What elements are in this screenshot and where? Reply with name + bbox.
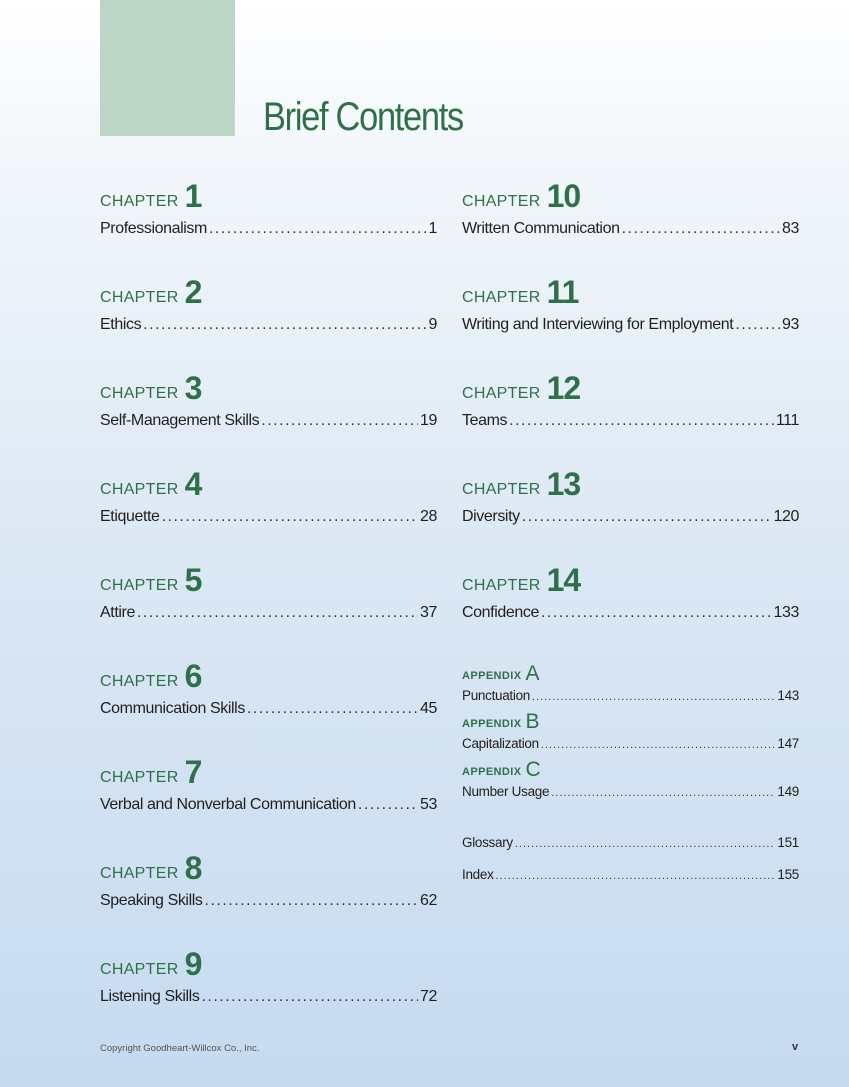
dot-leader xyxy=(205,891,418,911)
chapter-number: 4 xyxy=(184,466,202,502)
chapter-entry[interactable] xyxy=(462,274,799,370)
footer-page-number: v xyxy=(792,1041,799,1053)
chapter-heading xyxy=(100,178,437,212)
appendix-heading xyxy=(462,758,799,780)
page-number: 19 xyxy=(420,412,437,429)
appendix-heading xyxy=(462,662,799,684)
appendix-entry[interactable] xyxy=(462,758,799,802)
dot-leader xyxy=(201,987,418,1007)
toc-line xyxy=(100,699,437,719)
toc-line xyxy=(100,507,437,527)
toc-line xyxy=(100,315,437,335)
appendix-title: Capitalization xyxy=(462,736,539,751)
dot-leader xyxy=(509,411,774,431)
dot-leader xyxy=(735,315,780,335)
toc-line xyxy=(462,411,799,431)
chapter-entry[interactable] xyxy=(100,754,437,850)
chapter-number: 3 xyxy=(184,370,202,406)
dot-leader xyxy=(209,219,427,239)
page-number: 147 xyxy=(777,736,799,751)
dot-leader xyxy=(551,784,775,802)
chapter-title: Written Communication xyxy=(462,220,620,237)
chapter-heading xyxy=(100,466,437,500)
appendix-letter: B xyxy=(525,710,540,733)
chapter-number: 12 xyxy=(546,370,581,406)
dot-leader xyxy=(143,315,426,335)
chapter-number: 9 xyxy=(184,946,202,982)
chapter-label: CHAPTER xyxy=(100,865,179,882)
chapter-heading xyxy=(462,178,799,212)
chapter-label: CHAPTER xyxy=(462,193,541,210)
page-number: 93 xyxy=(782,316,799,333)
chapter-label: CHAPTER xyxy=(462,289,541,306)
chapter-heading xyxy=(100,658,437,692)
chapter-heading xyxy=(462,562,799,596)
chapter-title: Writing and Interviewing for Employment xyxy=(462,316,734,333)
chapter-number: 5 xyxy=(184,562,202,598)
page-number: 111 xyxy=(775,412,799,429)
page-number: 45 xyxy=(420,700,437,717)
toc-line xyxy=(100,411,437,431)
chapter-heading xyxy=(100,274,437,308)
chapter-heading xyxy=(100,754,437,788)
index-entry[interactable] xyxy=(462,866,799,885)
chapter-number: 6 xyxy=(184,658,202,694)
chapter-title: Teams xyxy=(462,412,508,429)
chapter-title: Attire xyxy=(100,604,135,621)
appendix-letter: A xyxy=(525,662,540,685)
chapter-label: CHAPTER xyxy=(462,481,541,498)
page-number: 9 xyxy=(428,316,437,333)
chapters-right-column xyxy=(462,178,799,658)
chapter-label: CHAPTER xyxy=(100,193,179,210)
appendix-letter: C xyxy=(525,758,541,781)
chapter-label: CHAPTER xyxy=(100,961,179,978)
dot-leader xyxy=(162,507,418,527)
chapter-label: CHAPTER xyxy=(100,481,179,498)
chapter-heading xyxy=(100,946,437,980)
page-number: 120 xyxy=(773,508,799,525)
glossary-entry[interactable] xyxy=(462,834,799,853)
chapter-label: CHAPTER xyxy=(100,769,179,786)
chapter-entry[interactable] xyxy=(100,466,437,562)
chapter-number: 11 xyxy=(546,274,579,310)
dot-leader xyxy=(137,603,418,623)
toc-line xyxy=(100,891,437,911)
page-number: 155 xyxy=(777,867,799,882)
chapter-number: 8 xyxy=(184,850,202,886)
toc-line xyxy=(462,783,799,802)
chapter-heading xyxy=(462,274,799,308)
chapter-number: 13 xyxy=(546,466,581,502)
chapter-entry[interactable] xyxy=(100,370,437,466)
chapter-heading xyxy=(100,850,437,884)
chapter-heading xyxy=(100,562,437,596)
appendix-entry[interactable] xyxy=(462,710,799,754)
toc-line xyxy=(100,603,437,623)
chapter-heading xyxy=(462,370,799,404)
toc-line xyxy=(462,735,799,754)
toc-line xyxy=(462,603,799,623)
page-number: 72 xyxy=(420,988,437,1005)
chapter-title: Etiquette xyxy=(100,508,160,525)
page-number: 149 xyxy=(777,784,799,799)
appendix-label: APPENDIX xyxy=(462,766,522,778)
page-number: 53 xyxy=(420,796,437,813)
appendices-section xyxy=(462,662,799,806)
toc-line xyxy=(462,219,799,239)
appendix-heading xyxy=(462,710,799,732)
dot-leader xyxy=(522,507,772,527)
chapter-label: CHAPTER xyxy=(100,385,179,402)
dot-leader xyxy=(541,603,772,623)
chapter-label: CHAPTER xyxy=(100,289,179,306)
toc-line xyxy=(100,219,437,239)
page-number: 143 xyxy=(777,688,799,703)
entry-title: Index xyxy=(462,867,494,882)
dot-leader xyxy=(261,411,418,431)
appendix-label: APPENDIX xyxy=(462,670,522,682)
chapter-label: CHAPTER xyxy=(462,577,541,594)
dot-leader xyxy=(496,867,776,885)
chapter-entry[interactable] xyxy=(100,562,437,658)
page-number: 28 xyxy=(420,508,437,525)
chapter-entry[interactable] xyxy=(100,658,437,754)
chapter-entry[interactable] xyxy=(462,370,799,466)
chapter-title: Ethics xyxy=(100,316,142,333)
chapter-entry[interactable] xyxy=(100,274,437,370)
chapter-title: Self-Management Skills xyxy=(100,412,260,429)
entry-title: Glossary xyxy=(462,835,513,850)
dot-leader xyxy=(247,699,418,719)
chapter-entry[interactable] xyxy=(100,946,437,1042)
chapter-title: Speaking Skills xyxy=(100,892,203,909)
chapters-left-column xyxy=(100,178,437,1042)
chapter-title: Communication Skills xyxy=(100,700,245,717)
appendix-title: Punctuation xyxy=(462,688,531,703)
chapter-entry[interactable] xyxy=(462,466,799,562)
toc-line xyxy=(462,315,799,335)
chapter-number: 10 xyxy=(546,178,581,214)
chapter-label: CHAPTER xyxy=(100,577,179,594)
back-matter-section xyxy=(462,834,799,898)
appendix-title: Number Usage xyxy=(462,784,550,799)
dot-leader xyxy=(532,688,775,706)
toc-line xyxy=(462,507,799,527)
chapter-label: CHAPTER xyxy=(100,673,179,690)
chapter-title: Listening Skills xyxy=(100,988,200,1005)
chapter-number: 7 xyxy=(184,754,202,790)
toc-line xyxy=(462,687,799,706)
chapter-title: Confidence xyxy=(462,604,539,621)
decorative-block xyxy=(100,0,235,136)
page-number: 133 xyxy=(773,604,799,621)
page-title: Brief Contents xyxy=(263,95,463,139)
chapter-number: 1 xyxy=(184,178,202,214)
page-number: 37 xyxy=(420,604,437,621)
appendix-label: APPENDIX xyxy=(462,718,522,730)
chapter-heading xyxy=(462,466,799,500)
chapter-heading xyxy=(100,370,437,404)
appendix-entry[interactable] xyxy=(462,662,799,706)
chapter-title: Diversity xyxy=(462,508,520,525)
page-number: 62 xyxy=(420,892,437,909)
chapter-title: Verbal and Nonverbal Communication xyxy=(100,796,356,813)
chapter-number: 2 xyxy=(184,274,202,310)
dot-leader xyxy=(622,219,780,239)
chapter-entry[interactable] xyxy=(100,178,437,274)
dot-leader xyxy=(358,795,418,815)
page-number: 1 xyxy=(428,220,437,237)
chapter-entry[interactable] xyxy=(462,178,799,274)
dot-leader xyxy=(541,736,776,754)
chapter-number: 14 xyxy=(546,562,581,598)
toc-line xyxy=(100,795,437,815)
page-number: 151 xyxy=(777,835,799,850)
footer-copyright: Copyright Goodheart-Willcox Co., Inc. xyxy=(100,1043,260,1054)
chapter-title: Professionalism xyxy=(100,220,207,237)
page-number: 83 xyxy=(782,220,799,237)
toc-line xyxy=(100,987,437,1007)
dot-leader xyxy=(515,835,776,853)
chapter-entry[interactable] xyxy=(462,562,799,658)
chapter-label: CHAPTER xyxy=(462,385,541,402)
chapter-entry[interactable] xyxy=(100,850,437,946)
